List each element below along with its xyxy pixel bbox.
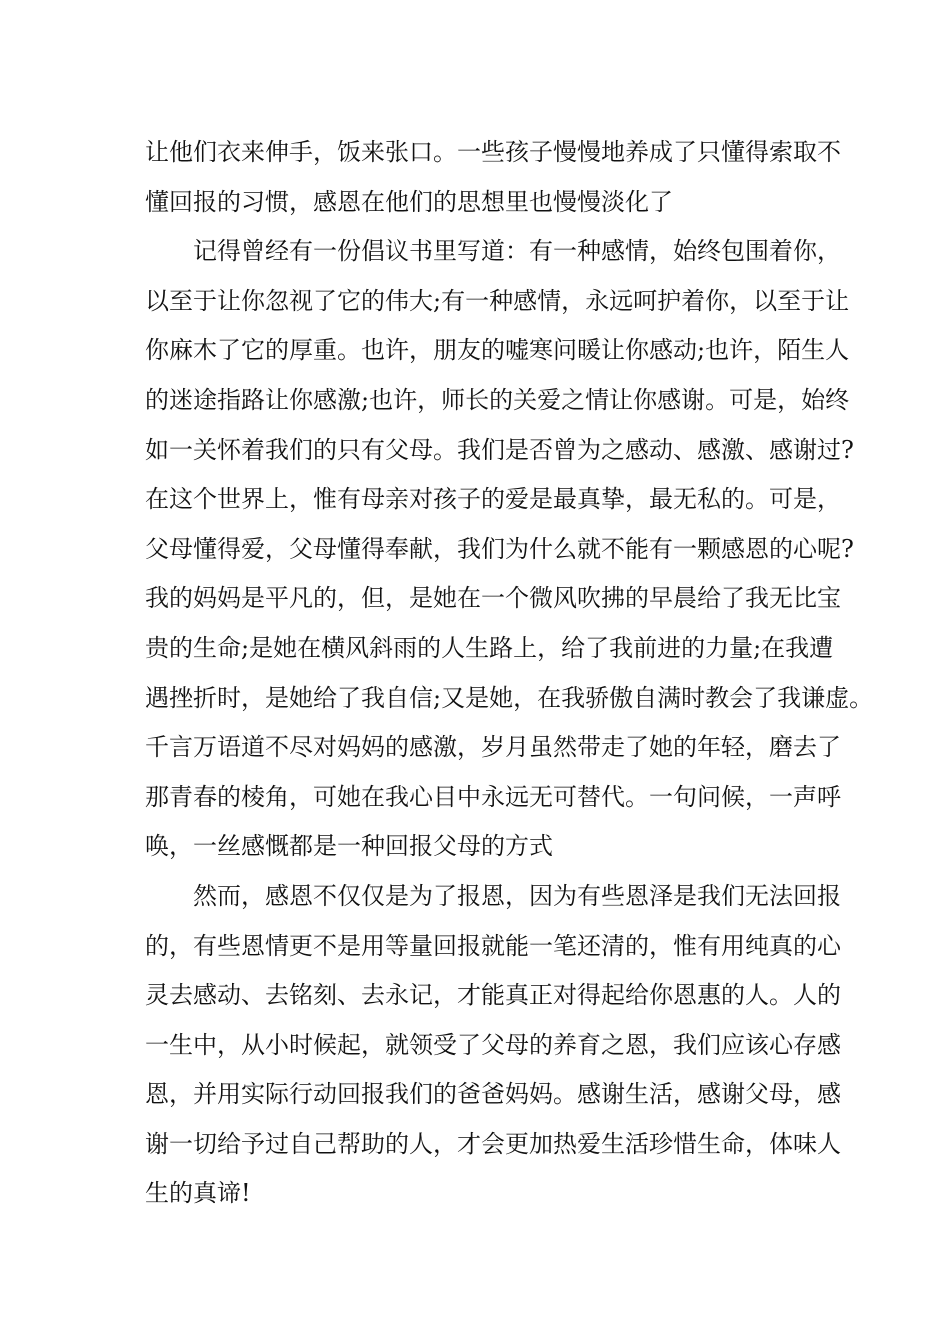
body-text — [145, 128, 874, 1219]
text-line: 灵去感动、去铭刻、去永记，才能真正对得起给你恩惠的人。人的 — [145, 981, 841, 1010]
text-line: 让他们衣来伸手，饭来张口。一些孩子慢慢地养成了只懂得索取不 — [145, 138, 841, 166]
text-line: 的迷途指路让你感激;也许，师长的关爱之情让你感谢。可是，始终 — [145, 385, 850, 414]
text-line: 懂回报的习惯，感恩在他们的思想里也慢慢淡化了 — [145, 187, 673, 216]
text-line: 如一关怀着我们的只有父母。我们是否曾为之感动、感激、感谢过? — [145, 435, 854, 464]
text-line: 以至于让你忽视了它的伟大;有一种感情，永远呵护着你，以至于让 — [145, 286, 850, 315]
text-line: 谢一切给予过自己帮助的人，才会更加热爱生活珍惜生命，体味人 — [145, 1129, 841, 1158]
paragraph-start-line: 然而，感恩不仅仅是为了报恩，因为有些恩泽是我们无法回报 — [193, 881, 841, 910]
text-line: 父母懂得爱，父母懂得奉献，我们为什么就不能有一颗感恩的心呢? — [145, 534, 854, 563]
text-line: 生的真谛! — [145, 1179, 251, 1208]
paragraph-start-line: 记得曾经有一份倡议书里写道：有一种感情，始终包围着你， — [193, 237, 841, 266]
text-line: 贵的生命;是她在横风斜雨的人生路上，给了我前进的力量;在我遭 — [145, 633, 834, 662]
text-line: 的，有些恩情更不是用等量回报就能一笔还清的，惟有用纯真的心 — [145, 931, 841, 960]
text-line: 遇挫折时，是她给了我自信;又是她，在我骄傲自满时教会了我谦虚。 — [145, 683, 874, 712]
text-line: 在这个世界上，惟有母亲对孩子的爱是最真挚，最无私的。可是， — [145, 485, 841, 514]
text-line: 你麻木了它的厚重。也许，朋友的嘘寒问暖让你感动;也许，陌生人 — [145, 336, 850, 365]
text-line: 唤，一丝感慨都是一种回报父母的方式 — [145, 832, 553, 861]
text-line: 一生中，从小时候起，就领受了父母的养育之恩，我们应该心存感 — [145, 1030, 841, 1059]
text-line: 那青春的棱角，可她在我心目中永远无可替代。一句问候，一声呼 — [145, 782, 841, 811]
text-line: 恩，并用实际行动回报我们的爸爸妈妈。感谢生活，感谢父母，感 — [145, 1080, 841, 1109]
text-line: 千言万语道不尽对妈妈的感激，岁月虽然带走了她的年轻，磨去了 — [145, 733, 841, 762]
text-line: 我的妈妈是平凡的，但，是她在一个微风吹拂的早晨给了我无比宝 — [145, 584, 841, 613]
